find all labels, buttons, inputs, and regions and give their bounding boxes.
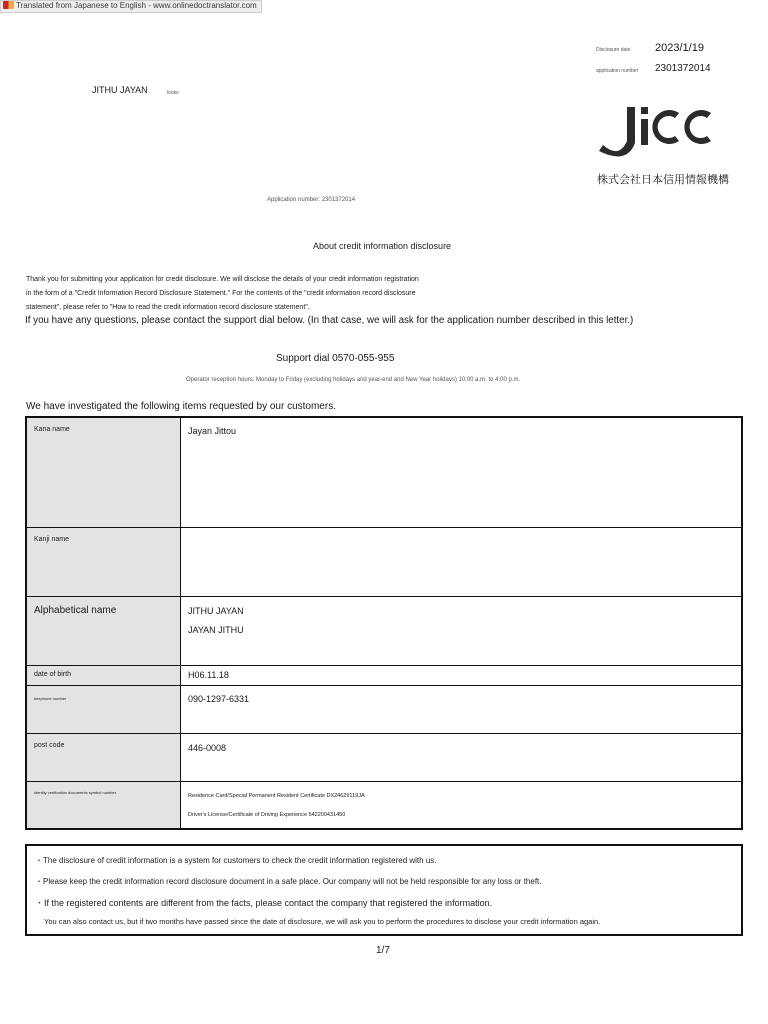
kanji-name-value (181, 527, 743, 596)
kana-name-value: Jayan Jittou (181, 417, 743, 527)
table-row (26, 685, 742, 733)
identity-documents-label (26, 781, 181, 829)
intro-paragraph-1: Thank you for submitting your application for credit disclosure. We will disclose the details of your credit information registration (26, 276, 419, 283)
table-row (26, 733, 742, 781)
table-row (26, 417, 742, 527)
alphabetical-name-1: JITHU JAYAN (188, 605, 244, 616)
notice-line-4: You can also contact us, but if two months have passed since the date of disclosure, we will ask you to perform the procedures to disclose your credit information again. (44, 917, 601, 926)
alphabetical-name-label: Alphabetical name (26, 596, 181, 665)
intro-paragraph-2: in the form of a "Credit Information Record Disclosure Statement." For the contents of the "credit information record disclosure (26, 290, 416, 297)
table-row (26, 665, 742, 685)
identity-document-1: Residence Card/Special Permanent Resident Certificate DX24629119JA (188, 792, 365, 799)
table-row (26, 596, 742, 665)
kanji-name-label: Kanji name (26, 527, 181, 596)
customer-info-table (25, 416, 743, 830)
telephone-number-value: 090-1297-6331 (181, 685, 743, 733)
jicc-logo-icon (597, 101, 717, 159)
notice-line-2: ・Please keep the credit information record disclosure document in a safe place. Our company will not be held responsible for any loss or theft. (35, 877, 542, 886)
alphabetical-name-2: JAYAN JITHU (188, 624, 244, 635)
application-line: Application number: 2301372014 (267, 197, 356, 203)
telephone-number-label: telephone number (26, 685, 181, 733)
translation-banner[interactable] (0, 0, 262, 13)
section-heading: About credit information disclosure (313, 241, 452, 251)
disclosure-date-label: Disclosure date (596, 47, 631, 53)
page-number: 1/7 (376, 945, 390, 956)
identity-documents-label-1: identity verification documents (34, 789, 88, 795)
date-of-birth-value: H06.11.18 (181, 665, 743, 685)
kana-name-label: Kana name (26, 417, 181, 527)
intro-paragraph-3: statement", please refer to "How to read the credit information record disclosure statement". (26, 304, 310, 311)
support-dial: Support dial 0570-055-955 (276, 353, 395, 364)
application-number: 2301372014 (655, 63, 711, 74)
identity-documents-value (181, 781, 743, 829)
company-logo (597, 101, 717, 159)
investigated-heading: We have investigated the following items requested by our customers. (26, 401, 336, 412)
banner-text: Translated from Japanese to English - www.onlinedoctranslator.com (16, 1, 257, 10)
table-row (26, 527, 742, 596)
notice-box (25, 844, 743, 936)
translator-logo-icon (3, 1, 14, 9)
disclosure-date: 2023/1/19 (655, 42, 704, 54)
intro-paragraph-4: If you have any questions, please contact the support dial below. (In that case, we will ask for the application number described in this letter.) (25, 315, 634, 326)
honorific: looks (167, 90, 179, 96)
operator-hours: Operator reception hours: Monday to Friday (excluding holidays and year-end and New Year holidays) 10:00 a.m. to 4:00 p.m. (186, 377, 521, 383)
post-code-label: post code (26, 733, 181, 781)
table-row (26, 781, 742, 829)
date-of-birth-label: date of birth (26, 665, 181, 685)
identity-document-2: Driver's License/Certificate of Driving Experience 542200431450 (188, 811, 346, 818)
notice-line-3: ・If the registered contents are different from the facts, please contact the company that registered the information. (35, 898, 493, 908)
notice-line-1: ・The disclosure of credit information is a system for customers to check the credit information registered with us. (35, 856, 437, 865)
application-number-label: application number (596, 68, 639, 74)
post-code-value: 446-0008 (181, 733, 743, 781)
recipient-name: JITHU JAYAN (92, 85, 148, 95)
alphabetical-name-value (181, 596, 743, 665)
company-name: 株式会社日本信用情報機構 (597, 173, 729, 186)
symbol-number-label: symbol number (88, 789, 117, 795)
